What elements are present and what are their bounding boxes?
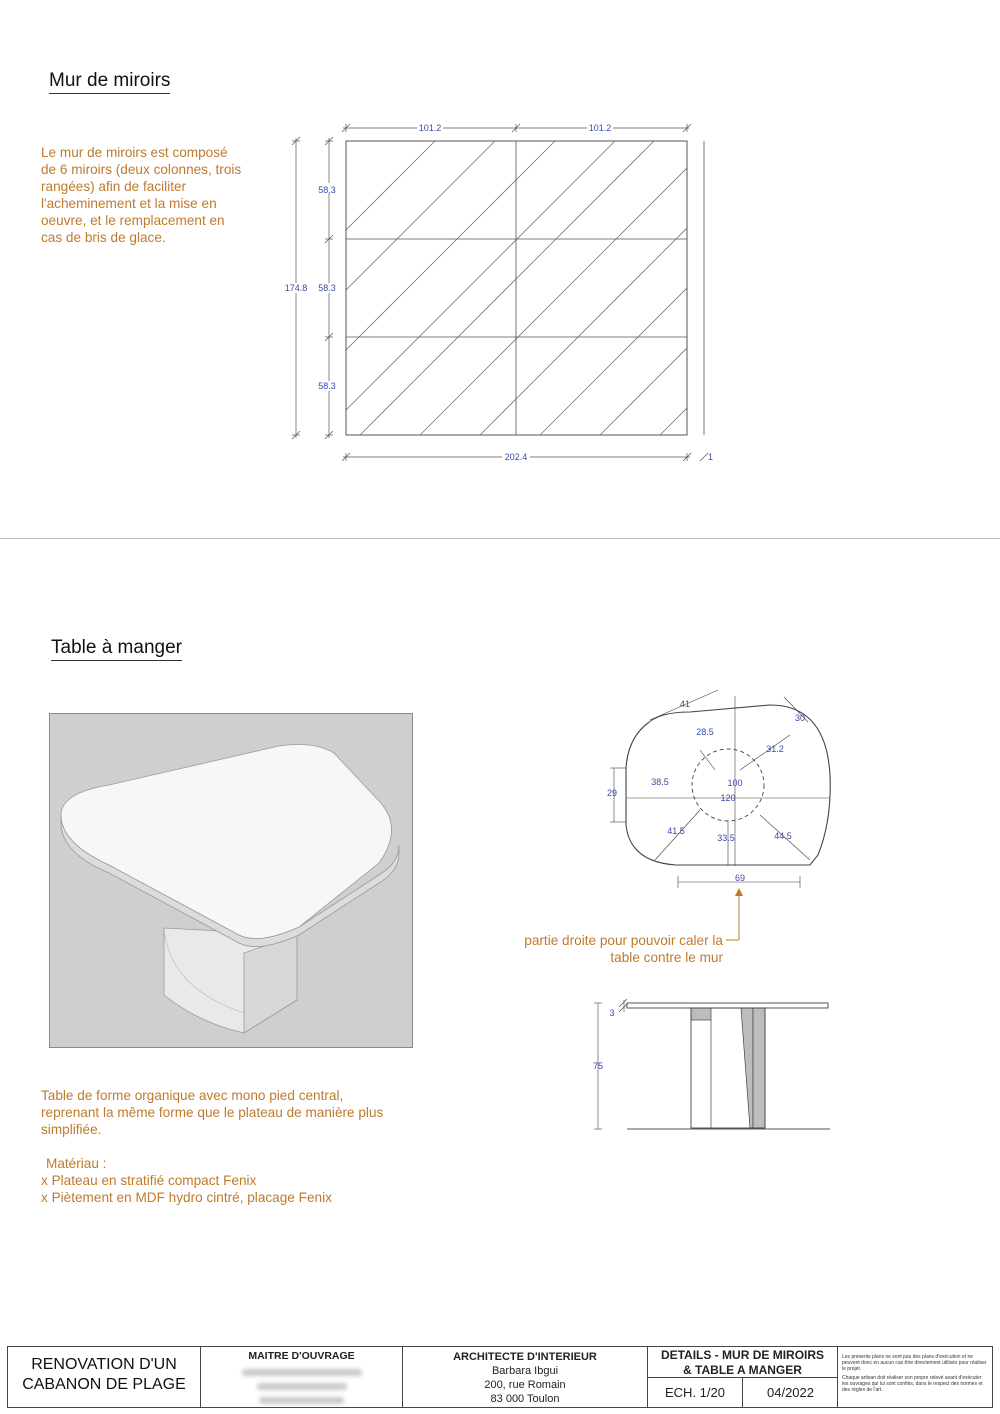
dim-29: 29 [606,788,618,798]
mirror-note-line: rangées) afin de faciliter [41,179,187,194]
mirror-note-line: l'acheminement et la mise en [41,196,217,211]
architect-cell [403,1347,648,1407]
architect-address: 200, rue Romain [484,1379,566,1391]
dim-69: 69 [734,873,746,883]
owner-redacted [259,1397,344,1404]
dim-row-height-3: 58.3 [318,381,336,391]
dim-thickness: 1 [708,452,714,462]
details-title-line: DETAILS - MUR DE MIROIRS [660,1348,825,1362]
project-name-line: CABANON DE PLAGE [22,1376,186,1393]
architect-address: 83 000 Toulon [490,1393,560,1405]
table-materials [41,1155,332,1206]
details-title [648,1347,837,1378]
material-title: Matériau : [46,1156,107,1171]
architect-name: Barbara Ibgui [491,1365,559,1377]
dim-30: 30 [794,713,806,723]
dim-41-5: 41.5 [667,826,685,836]
dim-75: 75 [592,1061,604,1071]
title-block [7,1346,993,1408]
owner-redacted [257,1383,347,1390]
table-description-line: Table de forme organique avec mono pied central, [41,1088,344,1103]
dim-row-height-1: 58.3 [318,185,336,195]
dim-total-height: 174.8 [284,283,308,293]
table-description [41,1087,383,1138]
material-item: x Piètement en MDF hydro cintré, placage Fenix [41,1190,332,1205]
owner-redacted [242,1369,362,1376]
mirror-frame [346,141,687,435]
details-cell [648,1347,838,1407]
table-elevation-drawing [585,995,845,1140]
dim-120: 120 [720,793,736,803]
plan-callout [500,932,723,966]
mirror-note-line: oeuvre, et le remplacement en [41,213,225,228]
project-name-line: RENOVATION D'UN [31,1356,177,1373]
dim-col-width-2: 101.2 [588,123,612,133]
dim-31-2: 31.2 [766,744,784,754]
table-3d-render [49,713,413,1048]
disclaimer-line: Chaque artisan doit réaliser son propre relevé avant d'exécuter les ouvrages qui lui sont confiés, dans le respect des normes et des règles de l'art. [842,1375,983,1393]
dim-row-height-2: 58.3 [318,283,336,293]
mirror-wall-drawing [270,115,720,475]
project-name [8,1347,201,1407]
mirror-section-title: Mur de miroirs [49,70,170,94]
architect-label: ARCHITECTE D'INTERIEUR [453,1351,597,1363]
mirror-hatching [346,141,720,435]
elevation-tabletop [627,1003,828,1008]
table-description-line: simplifiée. [41,1122,102,1137]
scale: ECH. 1/20 [648,1377,743,1408]
date: 04/2022 [767,1385,814,1400]
disclaimer-line: Les présents plans ne sont pas des plans d'exécution et ne peuvent donc en aucun cas être directement utilisés pour réaliser le projet. [842,1354,987,1372]
table-plan-drawing [600,685,850,890]
plan-callout-line: partie droite pour pouvoir caler la [524,933,723,948]
dim-41: 41 [679,699,691,709]
owner-cell [201,1347,403,1407]
dim-100: 100 [727,778,743,788]
mirror-note-line: Le mur de miroirs est composé [41,145,228,160]
dim-44-5: 44.5 [774,831,792,841]
dim-33-5: 33.5 [717,833,735,843]
mirror-note [41,144,241,246]
dim-col-width-1: 101.2 [418,123,442,133]
dim-total-width: 202.4 [504,452,528,462]
section-divider [0,538,1000,539]
material-item: x Plateau en stratifié compact Fenix [41,1173,257,1188]
plan-callout-line: table contre le mur [610,950,723,965]
mirror-note-line: cas de bris de glace. [41,230,166,245]
dim-3: 3 [609,1008,615,1018]
table-section-title: Table à manger [51,637,182,661]
dim-38-5: 38.5 [651,777,669,787]
disclaimer [838,1347,992,1407]
callout-leader [720,885,750,945]
mirror-note-line: de 6 miroirs (deux colonnes, trois [41,162,242,177]
details-title-line: & TABLE A MANGER [683,1363,802,1377]
owner-label: MAITRE D'OUVRAGE [248,1350,355,1362]
dim-28-5: 28.5 [696,727,714,737]
table-description-line: reprenant la même forme que le plateau de manière plus [41,1105,384,1120]
